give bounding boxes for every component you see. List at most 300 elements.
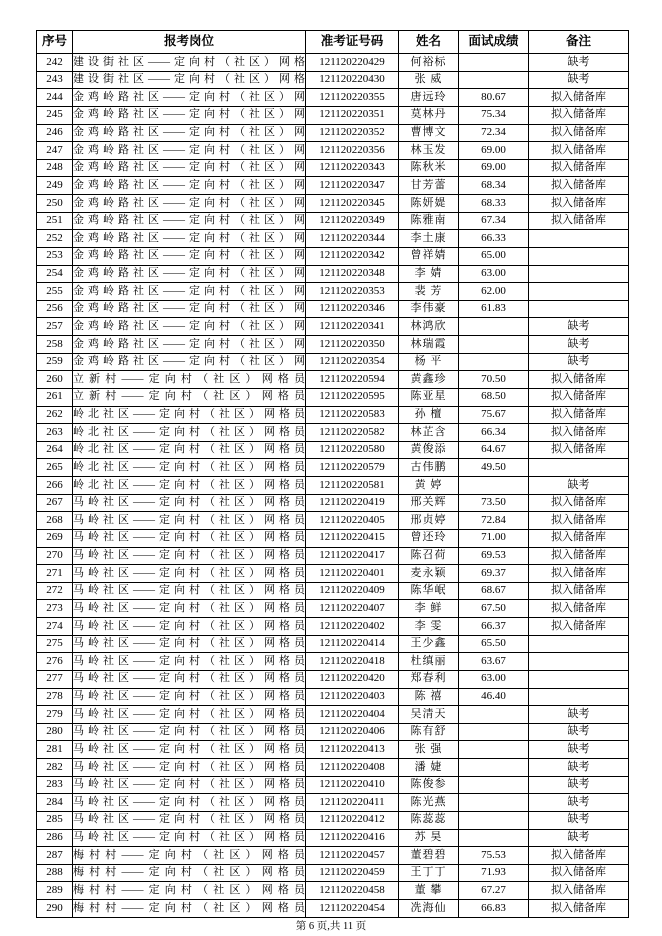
row-no-cell: 266 xyxy=(37,477,73,495)
position-cell: 金鸡岭路社区——定向村（社区）网 xyxy=(73,283,306,301)
table-body xyxy=(37,54,629,918)
position-cell: 马岭社区——定向村（社区）网格员 xyxy=(73,741,306,759)
ticket-number-cell: 121120220459 xyxy=(306,864,399,882)
table-row xyxy=(37,547,629,565)
row-no-cell: 247 xyxy=(37,142,73,160)
position-cell: 马岭社区——定向村（社区）网格员 xyxy=(73,759,306,777)
position-cell: 金鸡岭路社区——定向村（社区）网 xyxy=(73,124,306,142)
ticket-number-cell: 121120220405 xyxy=(306,512,399,530)
remark-cell: 拟入储备库 xyxy=(529,864,629,882)
position-cell: 金鸡岭路社区——定向村（社区）网 xyxy=(73,212,306,230)
remark-cell: 缺考 xyxy=(529,706,629,724)
ticket-number-cell: 121120220350 xyxy=(306,336,399,354)
name-cell: 唐远玲 xyxy=(399,89,459,107)
interview-score-cell xyxy=(459,776,529,794)
position-cell: 梅村村——定向村（社区）网格员 xyxy=(73,847,306,865)
name-cell: 陈有舒 xyxy=(399,723,459,741)
table-row xyxy=(37,794,629,812)
remark-cell xyxy=(529,688,629,706)
position-cell: 马岭社区——定向村（社区）网格员 xyxy=(73,547,306,565)
table-row xyxy=(37,512,629,530)
remark-cell: 缺考 xyxy=(529,71,629,89)
remark-cell xyxy=(529,670,629,688)
interview-score-cell: 66.34 xyxy=(459,424,529,442)
table-row xyxy=(37,71,629,89)
interview-score-cell: 75.53 xyxy=(459,847,529,865)
row-no-cell: 253 xyxy=(37,247,73,265)
name-cell: 林鸿欣 xyxy=(399,318,459,336)
header-ticket-number: 准考证号码 xyxy=(306,31,399,54)
table-row xyxy=(37,283,629,301)
remark-cell: 拟入储备库 xyxy=(529,406,629,424)
interview-score-cell xyxy=(459,706,529,724)
ticket-number-cell: 121120220401 xyxy=(306,565,399,583)
interview-score-cell: 69.53 xyxy=(459,547,529,565)
name-cell: 麦永颖 xyxy=(399,565,459,583)
interview-score-cell: 64.67 xyxy=(459,441,529,459)
row-no-cell: 289 xyxy=(37,882,73,900)
position-cell: 马岭社区——定向村（社区）网格员 xyxy=(73,600,306,618)
ticket-number-cell: 121120220429 xyxy=(306,54,399,72)
ticket-number-cell: 121120220417 xyxy=(306,547,399,565)
ticket-number-cell: 121120220457 xyxy=(306,847,399,865)
row-no-cell: 285 xyxy=(37,811,73,829)
row-no-cell: 249 xyxy=(37,177,73,195)
interview-score-cell: 66.37 xyxy=(459,618,529,636)
name-cell: 曹博文 xyxy=(399,124,459,142)
remark-cell: 拟入储备库 xyxy=(529,212,629,230)
name-cell: 陈雅南 xyxy=(399,212,459,230)
row-no-cell: 277 xyxy=(37,670,73,688)
row-no-cell: 281 xyxy=(37,741,73,759)
interview-score-cell: 66.33 xyxy=(459,230,529,248)
row-no-cell: 287 xyxy=(37,847,73,865)
ticket-number-cell: 121120220349 xyxy=(306,212,399,230)
row-no-cell: 265 xyxy=(37,459,73,477)
ticket-number-cell: 121120220351 xyxy=(306,106,399,124)
row-no-cell: 270 xyxy=(37,547,73,565)
ticket-number-cell: 121120220355 xyxy=(306,89,399,107)
name-cell: 曾还玲 xyxy=(399,529,459,547)
row-no-cell: 248 xyxy=(37,159,73,177)
table-row xyxy=(37,54,629,72)
ticket-number-cell: 121120220344 xyxy=(306,230,399,248)
remark-cell: 拟入储备库 xyxy=(529,371,629,389)
table-row xyxy=(37,529,629,547)
remark-cell: 缺考 xyxy=(529,759,629,777)
position-cell: 马岭社区——定向村（社区）网格员 xyxy=(73,670,306,688)
position-cell: 梅村村——定向村（社区）网格员 xyxy=(73,900,306,918)
row-no-cell: 286 xyxy=(37,829,73,847)
ticket-number-cell: 121120220595 xyxy=(306,388,399,406)
ticket-number-cell: 121120220408 xyxy=(306,759,399,777)
table-row xyxy=(37,406,629,424)
ticket-number-cell: 121120220348 xyxy=(306,265,399,283)
position-cell: 马岭社区——定向村（社区）网格员 xyxy=(73,653,306,671)
name-cell: 陈华岷 xyxy=(399,582,459,600)
row-no-cell: 254 xyxy=(37,265,73,283)
remark-cell: 拟入储备库 xyxy=(529,89,629,107)
remark-cell: 拟入储备库 xyxy=(529,582,629,600)
position-cell: 立新村——定向村（社区）网格员 xyxy=(73,371,306,389)
position-cell: 马岭社区——定向村（社区）网格员 xyxy=(73,688,306,706)
remark-cell: 缺考 xyxy=(529,811,629,829)
position-cell: 马岭社区——定向村（社区）网格员 xyxy=(73,776,306,794)
name-cell: 苏 昊 xyxy=(399,829,459,847)
interview-score-cell: 65.00 xyxy=(459,247,529,265)
table-row xyxy=(37,212,629,230)
position-cell: 金鸡岭路社区——定向村（社区）网 xyxy=(73,247,306,265)
table-row xyxy=(37,565,629,583)
name-cell: 陈妍媞 xyxy=(399,195,459,213)
ticket-number-cell: 121120220407 xyxy=(306,600,399,618)
remark-cell xyxy=(529,265,629,283)
ticket-number-cell: 121120220404 xyxy=(306,706,399,724)
position-cell: 金鸡岭路社区——定向村（社区）网 xyxy=(73,336,306,354)
remark-cell: 拟入储备库 xyxy=(529,388,629,406)
row-no-cell: 272 xyxy=(37,582,73,600)
position-cell: 岭北社区——定向村（社区）网格员 xyxy=(73,477,306,495)
table-row xyxy=(37,336,629,354)
ticket-number-cell: 121120220594 xyxy=(306,371,399,389)
remark-cell: 拟入储备库 xyxy=(529,882,629,900)
position-cell: 金鸡岭路社区——定向村（社区）网 xyxy=(73,265,306,283)
interview-score-cell: 61.83 xyxy=(459,300,529,318)
interview-score-cell: 71.00 xyxy=(459,529,529,547)
position-cell: 马岭社区——定向村（社区）网格员 xyxy=(73,529,306,547)
row-no-cell: 269 xyxy=(37,529,73,547)
remark-cell: 拟入储备库 xyxy=(529,424,629,442)
name-cell: 陈俊参 xyxy=(399,776,459,794)
ticket-number-cell: 121120220415 xyxy=(306,529,399,547)
name-cell: 林玉发 xyxy=(399,142,459,160)
ticket-number-cell: 121120220341 xyxy=(306,318,399,336)
position-cell: 马岭社区——定向村（社区）网格员 xyxy=(73,794,306,812)
table-row xyxy=(37,635,629,653)
ticket-number-cell: 121120220581 xyxy=(306,477,399,495)
remark-cell: 缺考 xyxy=(529,776,629,794)
row-no-cell: 273 xyxy=(37,600,73,618)
name-cell: 陈光燕 xyxy=(399,794,459,812)
position-cell: 建设街社区——定向村（社区）网格 xyxy=(73,71,306,89)
interview-score-cell: 72.34 xyxy=(459,124,529,142)
table-row xyxy=(37,477,629,495)
interview-score-cell: 75.34 xyxy=(459,106,529,124)
table-row xyxy=(37,900,629,918)
row-no-cell: 252 xyxy=(37,230,73,248)
interview-score-cell: 67.27 xyxy=(459,882,529,900)
ticket-number-cell: 121120220354 xyxy=(306,353,399,371)
ticket-number-cell: 121120220454 xyxy=(306,900,399,918)
ticket-number-cell: 121120220418 xyxy=(306,653,399,671)
table-row xyxy=(37,670,629,688)
interview-score-cell: 68.33 xyxy=(459,195,529,213)
table-row xyxy=(37,318,629,336)
interview-score-cell: 72.84 xyxy=(459,512,529,530)
remark-cell: 缺考 xyxy=(529,741,629,759)
row-no-cell: 264 xyxy=(37,441,73,459)
ticket-number-cell: 121120220406 xyxy=(306,723,399,741)
row-no-cell: 282 xyxy=(37,759,73,777)
remark-cell: 拟入储备库 xyxy=(529,195,629,213)
ticket-number-cell: 121120220403 xyxy=(306,688,399,706)
ticket-number-cell: 121120220430 xyxy=(306,71,399,89)
table-row xyxy=(37,653,629,671)
interview-score-cell xyxy=(459,318,529,336)
interview-score-cell: 49.50 xyxy=(459,459,529,477)
row-no-cell: 275 xyxy=(37,635,73,653)
table-row xyxy=(37,441,629,459)
row-no-cell: 246 xyxy=(37,124,73,142)
row-no-cell: 251 xyxy=(37,212,73,230)
row-no-cell: 245 xyxy=(37,106,73,124)
name-cell: 陈秋米 xyxy=(399,159,459,177)
row-no-cell: 244 xyxy=(37,89,73,107)
interview-score-cell: 75.67 xyxy=(459,406,529,424)
table-row xyxy=(37,371,629,389)
row-no-cell: 258 xyxy=(37,336,73,354)
ticket-number-cell: 121120220352 xyxy=(306,124,399,142)
table-row xyxy=(37,195,629,213)
interview-score-cell xyxy=(459,811,529,829)
name-cell: 古伟鹏 xyxy=(399,459,459,477)
remark-cell: 拟入储备库 xyxy=(529,142,629,160)
table-row xyxy=(37,776,629,794)
results-table xyxy=(36,30,629,918)
interview-score-cell: 65.50 xyxy=(459,635,529,653)
interview-score-cell xyxy=(459,759,529,777)
interview-score-cell xyxy=(459,829,529,847)
position-cell: 马岭社区——定向村（社区）网格员 xyxy=(73,829,306,847)
table-row xyxy=(37,741,629,759)
remark-cell: 缺考 xyxy=(529,336,629,354)
interview-score-cell: 69.00 xyxy=(459,142,529,160)
ticket-number-cell: 121120220342 xyxy=(306,247,399,265)
name-cell: 张 强 xyxy=(399,741,459,759)
table-row xyxy=(37,618,629,636)
interview-score-cell xyxy=(459,477,529,495)
table-row xyxy=(37,124,629,142)
position-cell: 马岭社区——定向村（社区）网格员 xyxy=(73,565,306,583)
table-row xyxy=(37,723,629,741)
row-no-cell: 271 xyxy=(37,565,73,583)
table-row xyxy=(37,89,629,107)
ticket-number-cell: 121120220582 xyxy=(306,424,399,442)
name-cell: 黄鑫珍 xyxy=(399,371,459,389)
row-no-cell: 276 xyxy=(37,653,73,671)
position-cell: 岭北社区——定向村（社区）网格员 xyxy=(73,406,306,424)
interview-score-cell: 70.50 xyxy=(459,371,529,389)
position-cell: 梅村村——定向村（社区）网格员 xyxy=(73,882,306,900)
position-cell: 岭北社区——定向村（社区）网格员 xyxy=(73,459,306,477)
ticket-number-cell: 121120220420 xyxy=(306,670,399,688)
table-row xyxy=(37,247,629,265)
remark-cell: 拟入储备库 xyxy=(529,159,629,177)
interview-score-cell xyxy=(459,336,529,354)
name-cell: 李 婧 xyxy=(399,265,459,283)
interview-score-cell: 63.00 xyxy=(459,670,529,688)
position-cell: 梅村村——定向村（社区）网格员 xyxy=(73,864,306,882)
position-cell: 岭北社区——定向村（社区）网格员 xyxy=(73,441,306,459)
name-cell: 林瑞霞 xyxy=(399,336,459,354)
ticket-number-cell: 121120220583 xyxy=(306,406,399,424)
table-row xyxy=(37,864,629,882)
remark-cell xyxy=(529,247,629,265)
interview-score-cell: 46.40 xyxy=(459,688,529,706)
ticket-number-cell: 121120220347 xyxy=(306,177,399,195)
table-row xyxy=(37,459,629,477)
table-row xyxy=(37,353,629,371)
ticket-number-cell: 121120220458 xyxy=(306,882,399,900)
remark-cell: 拟入储备库 xyxy=(529,529,629,547)
remark-cell: 拟入储备库 xyxy=(529,547,629,565)
remark-cell: 拟入储备库 xyxy=(529,106,629,124)
name-cell: 陈亚星 xyxy=(399,388,459,406)
table-row xyxy=(37,582,629,600)
table-row xyxy=(37,177,629,195)
remark-cell: 缺考 xyxy=(529,829,629,847)
row-no-cell: 243 xyxy=(37,71,73,89)
row-no-cell: 267 xyxy=(37,494,73,512)
position-cell: 金鸡岭路社区——定向村（社区）网 xyxy=(73,300,306,318)
ticket-number-cell: 121120220412 xyxy=(306,811,399,829)
ticket-number-cell: 121120220414 xyxy=(306,635,399,653)
name-cell: 孙 檀 xyxy=(399,406,459,424)
name-cell: 王丁丁 xyxy=(399,864,459,882)
remark-cell: 拟入储备库 xyxy=(529,512,629,530)
table-row xyxy=(37,106,629,124)
name-cell: 张 威 xyxy=(399,71,459,89)
table-row xyxy=(37,230,629,248)
ticket-number-cell: 121120220579 xyxy=(306,459,399,477)
name-cell: 邢关辉 xyxy=(399,494,459,512)
position-cell: 立新村——定向村（社区）网格员 xyxy=(73,388,306,406)
name-cell: 杨 平 xyxy=(399,353,459,371)
header-row xyxy=(37,31,629,54)
row-no-cell: 274 xyxy=(37,618,73,636)
header-no: 序号 xyxy=(37,31,73,54)
interview-score-cell: 69.37 xyxy=(459,565,529,583)
row-no-cell: 242 xyxy=(37,54,73,72)
ticket-number-cell: 121120220411 xyxy=(306,794,399,812)
row-no-cell: 250 xyxy=(37,195,73,213)
header-position: 报考岗位 xyxy=(73,31,306,54)
ticket-number-cell: 121120220580 xyxy=(306,441,399,459)
interview-score-cell: 62.00 xyxy=(459,283,529,301)
table-header xyxy=(37,31,629,54)
row-no-cell: 256 xyxy=(37,300,73,318)
remark-cell xyxy=(529,459,629,477)
table-row xyxy=(37,882,629,900)
table-row xyxy=(37,847,629,865)
position-cell: 马岭社区——定向村（社区）网格员 xyxy=(73,723,306,741)
interview-score-cell: 69.00 xyxy=(459,159,529,177)
ticket-number-cell: 121120220353 xyxy=(306,283,399,301)
position-cell: 金鸡岭路社区——定向村（社区）网 xyxy=(73,89,306,107)
row-no-cell: 283 xyxy=(37,776,73,794)
remark-cell: 拟入储备库 xyxy=(529,177,629,195)
position-cell: 马岭社区——定向村（社区）网格员 xyxy=(73,618,306,636)
table-row xyxy=(37,706,629,724)
interview-score-cell: 67.34 xyxy=(459,212,529,230)
ticket-number-cell: 121120220343 xyxy=(306,159,399,177)
position-cell: 建设街社区——定向村（社区）网格 xyxy=(73,54,306,72)
row-no-cell: 262 xyxy=(37,406,73,424)
remark-cell: 缺考 xyxy=(529,477,629,495)
remark-cell: 缺考 xyxy=(529,318,629,336)
table-row xyxy=(37,388,629,406)
row-no-cell: 268 xyxy=(37,512,73,530)
remark-cell: 拟入储备库 xyxy=(529,900,629,918)
table-row xyxy=(37,494,629,512)
interview-score-cell xyxy=(459,353,529,371)
ticket-number-cell: 121120220402 xyxy=(306,618,399,636)
row-no-cell: 260 xyxy=(37,371,73,389)
name-cell: 郑春利 xyxy=(399,670,459,688)
position-cell: 金鸡岭路社区——定向村（社区）网 xyxy=(73,142,306,160)
header-name: 姓名 xyxy=(399,31,459,54)
name-cell: 莫林丹 xyxy=(399,106,459,124)
row-no-cell: 255 xyxy=(37,283,73,301)
remark-cell: 拟入储备库 xyxy=(529,124,629,142)
interview-score-cell: 67.50 xyxy=(459,600,529,618)
table-row xyxy=(37,265,629,283)
name-cell: 林芷含 xyxy=(399,424,459,442)
remark-cell: 拟入储备库 xyxy=(529,600,629,618)
position-cell: 金鸡岭路社区——定向村（社区）网 xyxy=(73,230,306,248)
position-cell: 金鸡岭路社区——定向村（社区）网 xyxy=(73,177,306,195)
interview-score-cell xyxy=(459,741,529,759)
ticket-number-cell: 121120220356 xyxy=(306,142,399,160)
row-no-cell: 284 xyxy=(37,794,73,812)
remark-cell xyxy=(529,653,629,671)
remark-cell: 拟入储备库 xyxy=(529,494,629,512)
remark-cell: 拟入储备库 xyxy=(529,441,629,459)
ticket-number-cell: 121120220409 xyxy=(306,582,399,600)
table-row xyxy=(37,759,629,777)
table-row xyxy=(37,829,629,847)
remark-cell xyxy=(529,283,629,301)
name-cell: 甘芳蕾 xyxy=(399,177,459,195)
remark-cell: 缺考 xyxy=(529,723,629,741)
ticket-number-cell: 121120220416 xyxy=(306,829,399,847)
remark-cell: 拟入储备库 xyxy=(529,565,629,583)
page-number-footer: 第 6 页,共 11 页 xyxy=(295,921,367,932)
ticket-number-cell: 121120220346 xyxy=(306,300,399,318)
position-cell: 金鸡岭路社区——定向村（社区）网 xyxy=(73,106,306,124)
table-row xyxy=(37,811,629,829)
name-cell: 王少鑫 xyxy=(399,635,459,653)
table-row xyxy=(37,424,629,442)
position-cell: 金鸡岭路社区——定向村（社区）网 xyxy=(73,353,306,371)
row-no-cell: 290 xyxy=(37,900,73,918)
name-cell: 董碧碧 xyxy=(399,847,459,865)
row-no-cell: 257 xyxy=(37,318,73,336)
interview-score-cell: 68.67 xyxy=(459,582,529,600)
row-no-cell: 261 xyxy=(37,388,73,406)
remark-cell: 缺考 xyxy=(529,353,629,371)
name-cell: 李 雯 xyxy=(399,618,459,636)
ticket-number-cell: 121120220410 xyxy=(306,776,399,794)
name-cell: 吴清天 xyxy=(399,706,459,724)
name-cell: 邢贞婷 xyxy=(399,512,459,530)
interview-score-cell: 63.67 xyxy=(459,653,529,671)
interview-score-cell xyxy=(459,723,529,741)
remark-cell xyxy=(529,300,629,318)
position-cell: 马岭社区——定向村（社区）网格员 xyxy=(73,512,306,530)
position-cell: 马岭社区——定向村（社区）网格员 xyxy=(73,811,306,829)
interview-score-cell xyxy=(459,54,529,72)
